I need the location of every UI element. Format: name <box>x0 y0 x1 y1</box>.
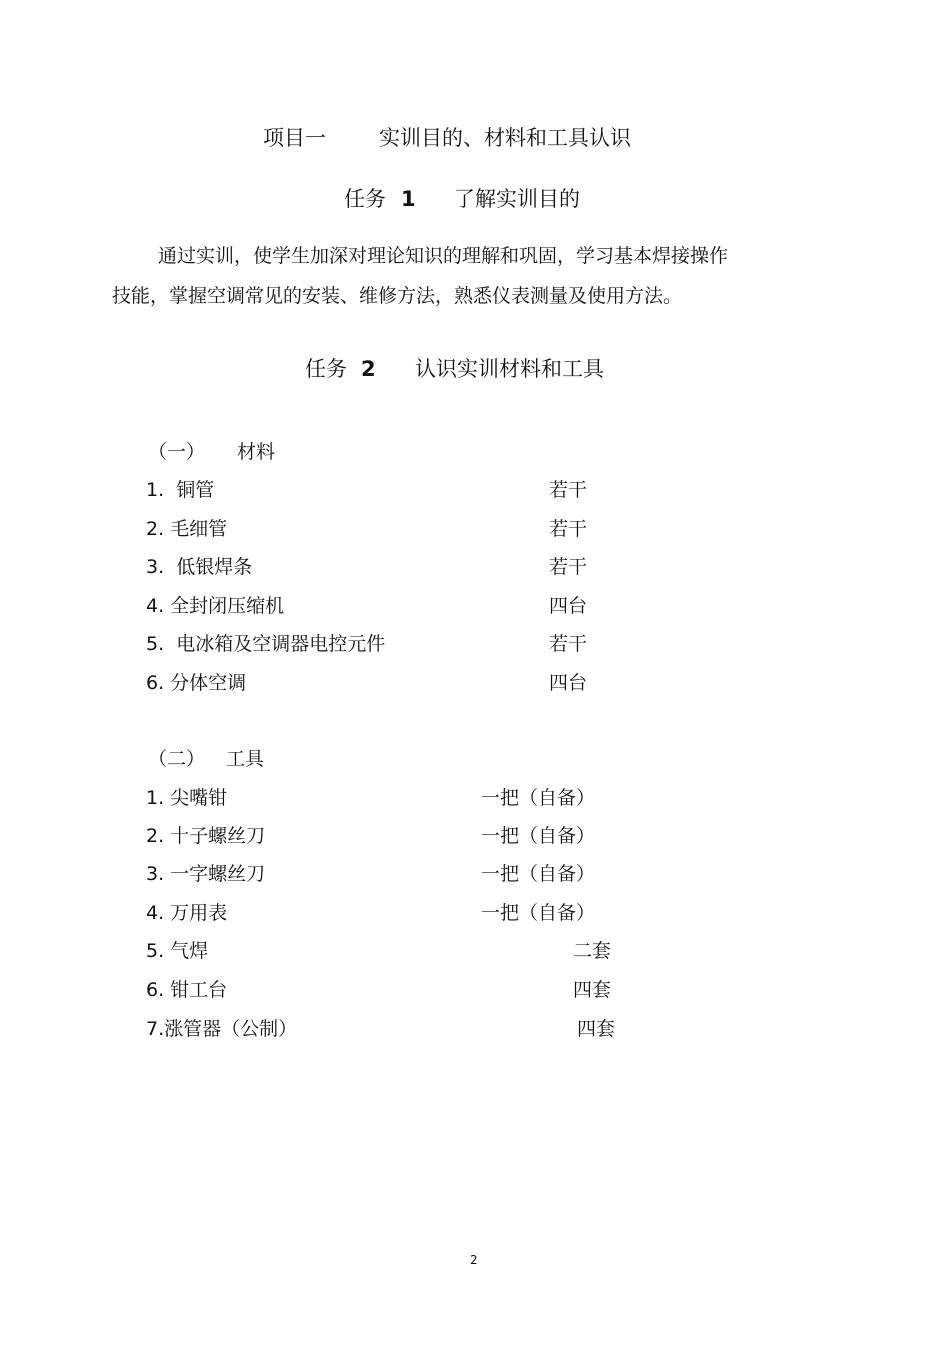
tool-item-name: 1. 尖嘴钳 <box>146 787 228 809</box>
tool-item-name: 6. 钳工台 <box>146 979 228 1001</box>
tool-item-qty: 一把（自备） <box>481 787 596 809</box>
material-item-name: 4. 全封闭压缩机 <box>146 595 285 617</box>
tool-item-qty: 一把（自备） <box>481 902 596 924</box>
tool-item-qty: 二套 <box>573 940 612 962</box>
material-item-name: 5. 电冰箱及空调器电控元件 <box>146 633 386 655</box>
task1-title: 了解实训目的 <box>454 187 580 211</box>
task2-prefix: 任务 <box>305 357 347 381</box>
material-item-name: 6. 分体空调 <box>146 672 247 694</box>
materials-heading-number: （一） <box>148 441 206 463</box>
paragraph-line-2: 技能，掌握空调常见的安装、维修方法，熟悉仪表测量及使用方法。 <box>112 285 683 307</box>
tool-item-name: 4. 万用表 <box>146 902 228 924</box>
tool-item-name: 7.涨管器（公制） <box>146 1018 298 1040</box>
task1-prefix: 任务 <box>344 187 386 211</box>
material-item-qty: 若干 <box>549 633 588 655</box>
material-item-qty: 若干 <box>549 518 588 540</box>
material-item-qty: 四台 <box>549 672 588 694</box>
tool-item-qty: 一把（自备） <box>481 863 596 885</box>
material-item-qty: 若干 <box>549 556 588 578</box>
task1-number: 1 <box>401 187 416 211</box>
project-title-left: 项目一 <box>263 126 326 150</box>
project-title-right: 实训目的、材料和工具认识 <box>379 126 631 150</box>
tool-item-name: 2. 十子螺丝刀 <box>146 825 266 847</box>
materials-heading: 材料 <box>237 441 276 463</box>
material-item-name: 2. 毛细管 <box>146 518 228 540</box>
tool-item-qty: 四套 <box>573 979 612 1001</box>
task2-title: 认识实训材料和工具 <box>415 357 604 381</box>
page-number: 2 <box>470 1253 478 1267</box>
task2-number: 2 <box>361 357 376 381</box>
material-item-qty: 四台 <box>549 595 588 617</box>
material-item-name: 1. 铜管 <box>146 479 215 501</box>
material-item-name: 3. 低银焊条 <box>146 556 253 578</box>
tool-item-name: 5. 气焊 <box>146 940 209 962</box>
tools-heading: 工具 <box>226 748 265 770</box>
tool-item-name: 3. 一字螺丝刀 <box>146 863 266 885</box>
tools-heading-number: （二） <box>148 748 206 770</box>
tool-item-qty: 四套 <box>577 1018 616 1040</box>
material-item-qty: 若干 <box>549 479 588 501</box>
paragraph-line-1: 通过实训，使学生加深对理论知识的理解和巩固，学习基本焊接操作 <box>158 245 729 267</box>
tool-item-qty: 一把（自备） <box>481 825 596 847</box>
